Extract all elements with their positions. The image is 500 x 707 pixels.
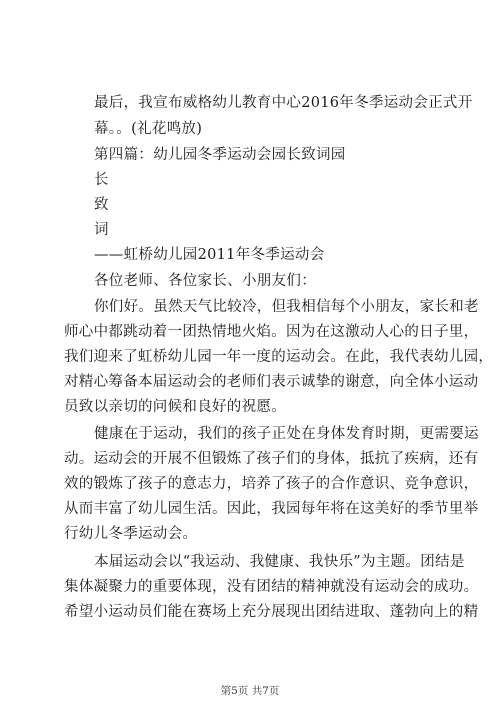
page-number-footer: 第5页 共7页 — [220, 685, 280, 697]
paragraph-line: 师心中都跳动着一团热情地火焰。因为在这激动人心的日子里， — [64, 324, 479, 340]
vertical-char: 词 — [94, 222, 109, 238]
paragraph-line: 行幼儿冬季运动会。 — [64, 526, 198, 542]
subtitle: ——虹桥幼儿园2011年冬季运动会 — [94, 247, 325, 263]
paragraph-line: 集体凝聚力的重要体现，没有团结的精神就没有运动会的成功。 — [64, 579, 479, 595]
salutation: 各位老师、各位家长、小朋友们： — [94, 273, 316, 289]
paragraph-line: 动。运动会的开展不但锻炼了孩子们的身体，抵抗了疾病，还有 — [64, 451, 479, 467]
vertical-char: 致 — [94, 197, 109, 213]
paragraph-line: 我们迎来了虹桥幼儿园一年一度的运动会。在此，我代表幼儿园， — [64, 349, 494, 365]
paragraph-line: 希望小运动员们能在赛场上充分展现出团结进取、蓬勃向上的精 — [64, 604, 479, 620]
paragraph-line: 幕。。(礼花鸣放) — [94, 121, 203, 137]
paragraph-line: 对精心筹备本届运动会的老师们表示诚挚的谢意，向全体小运动 — [64, 374, 479, 390]
vertical-char: 长 — [94, 172, 109, 188]
paragraph-line: 你们好。虽然天气比较冷，但我相信每个小朋友，家长和老 — [94, 299, 479, 315]
paragraph-line: 最后，我宣布威格幼儿教育中心2016年冬季运动会正式开 — [94, 95, 473, 111]
paragraph-line: 从而丰富了幼儿园生活。因此，我园每年将在这美好的季节里举 — [64, 501, 479, 517]
paragraph-line: 员致以亲切的问候和良好的祝愿。 — [64, 399, 286, 415]
paragraph-line: 健康在于运动，我们的孩子正处在身体发育时期，更需要运 — [94, 426, 479, 442]
section-title: 第四篇：幼儿园冬季运动会园长致词园 — [94, 147, 346, 163]
paragraph-line: 效的锻炼了孩子的意志力，培养了孩子的合作意识、竞争意识， — [64, 476, 479, 492]
paragraph-line: 本届运动会以“我运动、我健康、我快乐”为主题。团结是 — [94, 554, 465, 570]
